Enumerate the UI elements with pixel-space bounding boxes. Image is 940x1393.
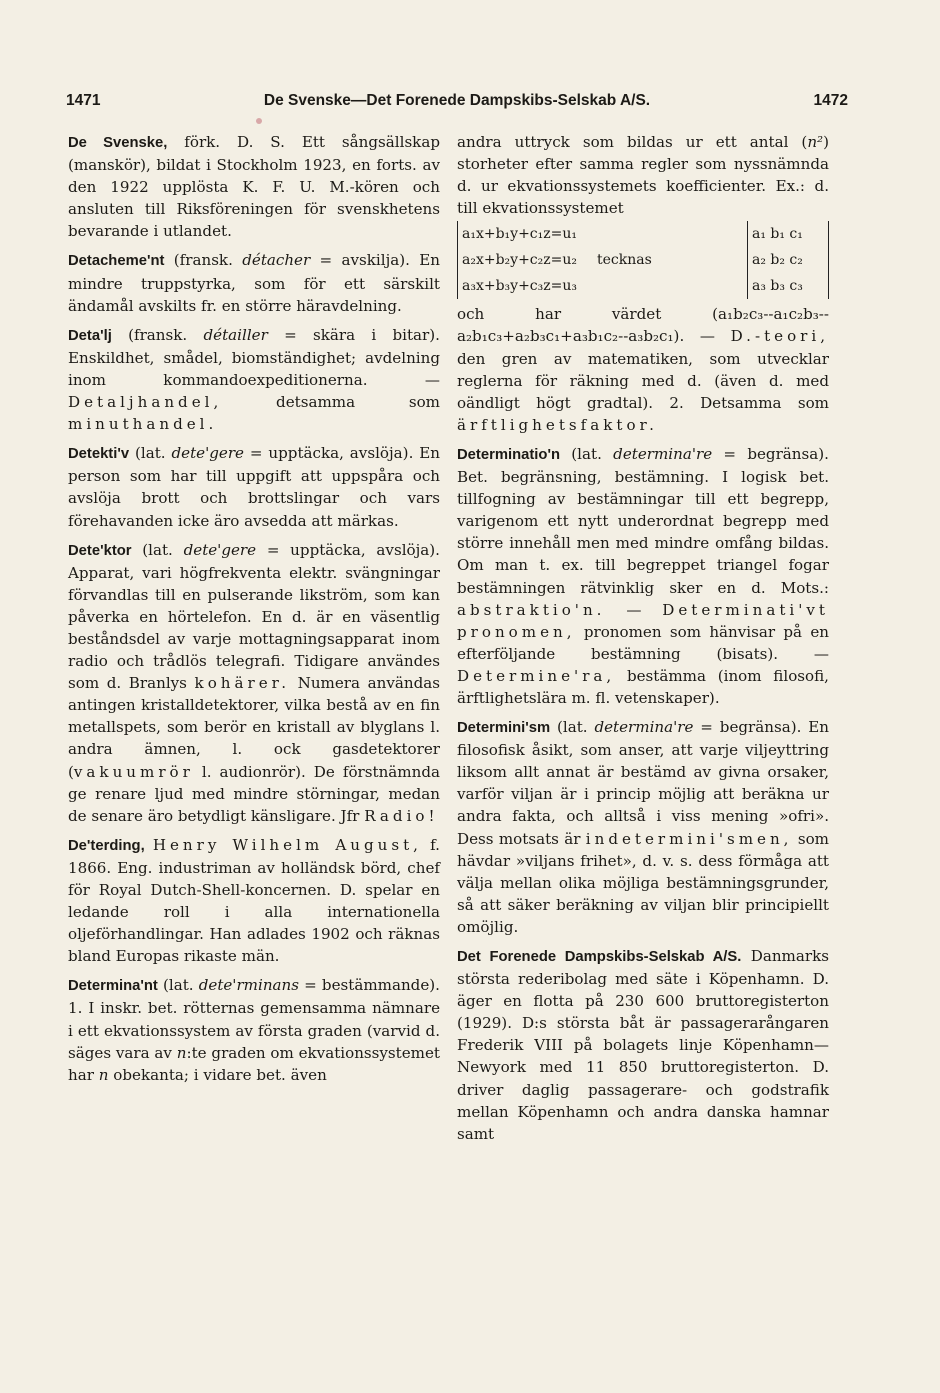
entry-det-forenede: Det Forenede Dampskibs-Selskab A/S. Danmarks största rederibolag med säte i Köpenhamn. D. äger en flotta på 230 600 bruttoregisterton (1929). D:s största båt är passagerarångaren Frederik VIII på bolagets linje Köpenhamn—Newyork med 11 850 bruttoregisterton. D. driver daglig passagerare- och godstrafik mellan Köpenhamn och andra danska hamnar samt [457,947,829,1143]
determinant-continuation: andra uttryck som bildas ur ett antal (n²) storheter efter samma regler som nyssnämnda d. ur ekvationssystemets koefficienter. Ex.: d. till ekvationssystemet [457,133,829,218]
left-column [68,131,440,1093]
headword: Dete'ktor [68,542,132,559]
headword: Determinatio'n [457,446,561,463]
entry-detalj: Deta'lj (fransk. détailler = skära i bitar). Enskildhet, smådel, biomständighet; avdelning inom kommandoexpeditionerna. — Detaljhandel, detsamma som minuthandel. [68,325,440,434]
headword: Det Forenede Dampskibs-Selskab A/S. [457,949,742,965]
headword: De Svenske, [68,135,168,151]
headword: De'terding, [68,837,145,854]
headword: Detekti'v [68,446,130,463]
tecknas-label: tecknas [597,252,652,269]
equation-system [457,221,577,299]
headword: Determini'sm [457,720,551,737]
headword: Deta'lj [68,327,112,344]
ink-mark [256,118,262,124]
entry-determination: Determinatio'n (lat. determina're = begränsa). Bet. begränsning, bestämning. I logisk bet. tillfogning av bestämningar till ett begrepp, varigenom ett nytt underordnat begrepp med större innehåll men med mindre omfång bildas. Om man t. ex. till begreppet triangel fogar bestämningen rätvinklig sker en d. Mots.: abstraktio'n. — Determinati'vt pronomen, pronomen som hänvisar på en efterföljande bestämning (bisats). — Determine'ra, bestämma (inom filosofi, ärftlighetslära m. fl. vetenskaper). [457,444,829,707]
entry-determinant: Determina'nt (lat. dete'rminans = bestämmande). 1. I inskr. bet. rötternas gemensamma nämnare i ett ekvationssystem av första graden (varvid d. säges vara av n:te graden om ekvationssystemet har n obekanta; i vidare bet. även [68,976,440,1084]
equation-2: a₂x+b₂y+c₂z=u₂ [462,252,577,269]
page-header [66,92,848,116]
right-column [457,131,829,1152]
headword: Determina'nt [68,978,158,995]
equation-1: a₁x+b₁y+c₁z=u₁ [462,226,577,243]
determinant-matrix [747,221,829,299]
entry-de-svenske: De Svenske, förk. D. S. Ett sångsällskap (manskör), bildat i Stockholm 1923, en forts. av den 1922 upplösta K. F. U. M.-kören och ansluten till Riksföreningen för svenskhetens bevarande i utlandet. [68,133,440,241]
page-number-left: 1471 [66,92,101,109]
entry-detektiv: Detekti'v (lat. dete'gere = upptäcka, avslöja). En person som har till uppgift att uppspåra och avslöja brott och brottslingar och vars förehavanden icke äro avsedda att märkas. [68,444,440,530]
equation-3: a₃x+b₃y+c₃z=u₃ [462,278,577,295]
running-title: De Svenske—Det Forenede Dampskibs-Selskab A/S. [263,92,651,109]
entry-detachement: Detacheme'nt (fransk. détacher = avskilja). En mindre truppstyrka, som för ett särskilt ändamål avskilts fr. en större häravdelning. [68,251,440,315]
determinant-value: och har värdet (a₁b₂c₃--a₁c₂b₃--a₂b₁c₃+a₂b₃c₁+a₃b₁c₂--a₃b₂c₁). — D.-teori, den gren av matematiken, som utvecklar reglerna för räkning med d. (även d. med oändligt högt gradtal). 2. Detsamma som ärftlighetsfaktor. [457,305,829,434]
entry-detektor: Dete'ktor (lat. dete'gere = upptäcka, avslöja). Apparat, vari högfrekventa elektr. svängningar förvandlas till en pulserande likström, som kan påverka en hörtelefon. En d. är en väsentlig beståndsdel av varje mottagningsapparat inom radio och trådlös telegrafi. Tidigare användes som d. Branlys kohärer. Numera användas antingen kristalldetektorer, vilka bestå av en fin metallspets, som berör en kristall av blyglans l. andra ämnen, l. ock gasdetektorer (vakuumrör l. audionrör). De förstnämnda ge renare ljud med mindre störningar, medan de senare äro betydligt känsligare. Jfr Radio! [68,540,440,825]
matrix-row-2: a₂ b₂ c₂ [752,252,803,269]
entry-determinism: Determini'sm (lat. determina're = begränsa). En filosofisk åsikt, som anser, att varje viljeyttring liksom allt annat är bestämd av givna orsaker, varför viljan är i princip möjlig att beräkna ur andra fakta, och alltså i viss mening »ofri». Dess motsats är indetermini'smen, som hävdar »viljans frihet», d. v. s. dess förmåga att välja mellan olika möjliga bestämningsgrunder, så att säker beräkning av viljan blir principiellt omöjlig. [457,718,829,936]
page-number-right: 1472 [813,92,848,109]
matrix-row-3: a₃ b₃ c₃ [752,278,803,295]
headword: Detacheme'nt [68,253,165,270]
determinant-example [457,221,829,299]
matrix-row-1: a₁ b₁ c₁ [752,226,803,243]
entry-deterding: De'terding, Henry Wilhelm August, f. 1866. Eng. industriman av holländsk börd, chef för Royal Dutch-Shell-koncernen. D. spelar en ledande roll i alla internationella oljeförhandlingar. Han adlades 1902 och räknas bland Europas rikaste män. [68,835,440,966]
